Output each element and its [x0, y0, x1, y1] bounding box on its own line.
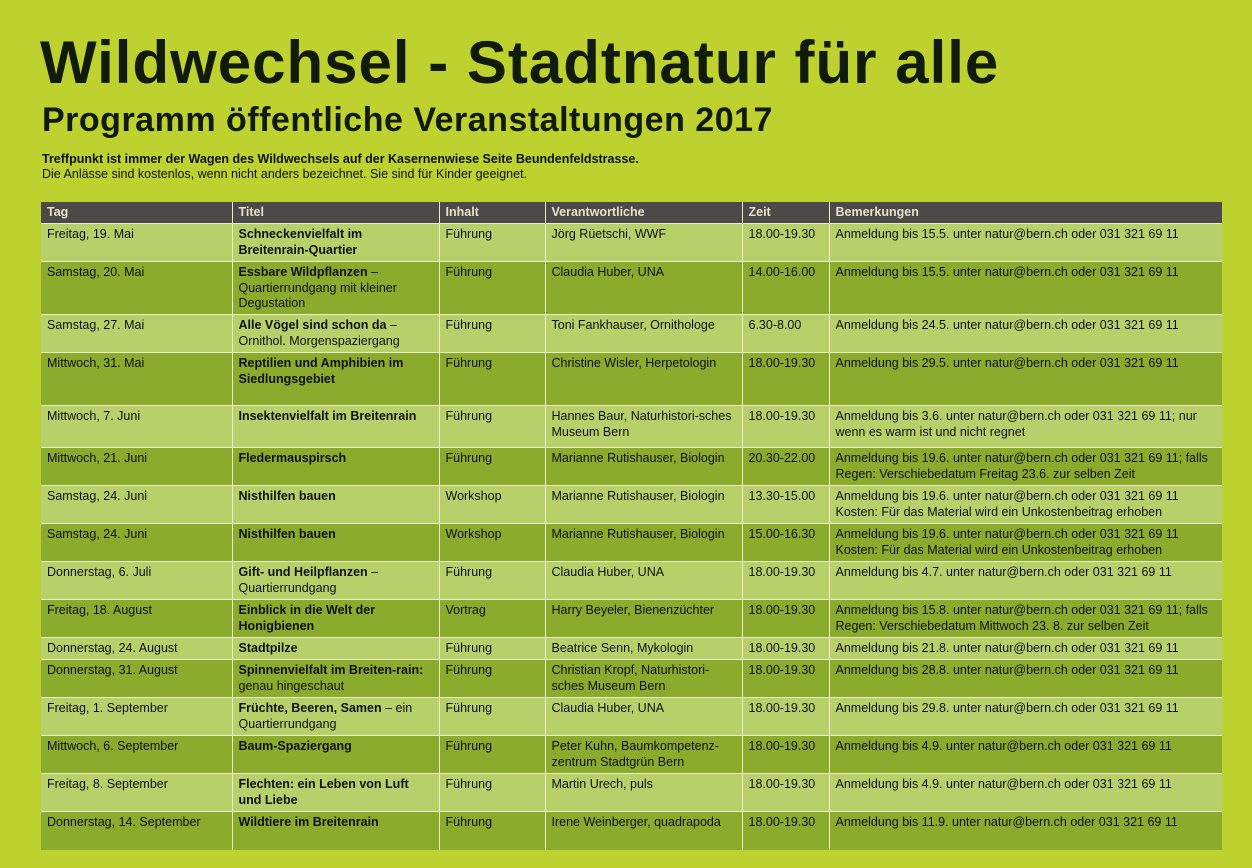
cell-bemerkungen: Anmeldung bis 15.8. unter natur@bern.ch oder 031 321 69 11; falls Regen: Verschiebedatum Mittwoch 23. 8. zur selben Zeit [829, 600, 1222, 638]
cell-verantwortliche: Marianne Rutishauser, Biologin [545, 486, 742, 524]
event-title: Reptilien und Amphibien im Siedlungsgebiet [238, 356, 404, 386]
cell-bemerkungen: Anmeldung bis 24.5. unter natur@bern.ch oder 031 321 69 11 [829, 315, 1222, 353]
cell-verantwortliche: Beatrice Senn, Mykologin [545, 638, 742, 660]
event-title: Gift- und Heilpflanzen [238, 565, 368, 579]
cell-verantwortliche: Claudia Huber, UNA [545, 262, 742, 315]
cell-tag: Samstag, 24. Juni [41, 524, 232, 562]
cell-titel [232, 638, 439, 660]
cell-verantwortliche: Claudia Huber, UNA [545, 562, 742, 600]
cell-titel [232, 406, 439, 448]
cell-tag: Samstag, 27. Mai [41, 315, 232, 353]
cell-inhalt: Führung [439, 406, 545, 448]
table-row [41, 353, 1222, 406]
cell-inhalt: Führung [439, 448, 545, 486]
cell-inhalt: Führung [439, 774, 545, 812]
column-header-verantwortliche: Verantwortliche [545, 202, 742, 224]
cell-titel [232, 524, 439, 562]
cell-inhalt: Workshop [439, 524, 545, 562]
cell-bemerkungen: Anmeldung bis 29.5. unter natur@bern.ch oder 031 321 69 11 [829, 353, 1222, 406]
table-row [41, 448, 1222, 486]
cell-bemerkungen: Anmeldung bis 21.8. unter natur@bern.ch oder 031 321 69 11 [829, 638, 1222, 660]
cell-titel [232, 353, 439, 406]
event-title: Nisthilfen bauen [238, 527, 336, 541]
event-title: Wildtiere im Breitenrain [238, 815, 379, 829]
cell-zeit: 18.00-19.30 [742, 736, 829, 774]
table-row [41, 406, 1222, 448]
table-row [41, 638, 1222, 660]
cell-tag: Donnerstag, 24. August [41, 638, 232, 660]
cell-titel [232, 660, 439, 698]
event-title: Flechten: ein Leben von Luft und Liebe [238, 777, 409, 807]
column-header-bemerkungen: Bemerkungen [829, 202, 1222, 224]
column-header-tag: Tag [41, 202, 232, 224]
cell-verantwortliche: Claudia Huber, UNA [545, 698, 742, 736]
cell-zeit: 13.30-15.00 [742, 486, 829, 524]
cell-tag: Mittwoch, 31. Mai [41, 353, 232, 406]
event-title: Einblick in die Welt der Honigbienen [238, 603, 376, 633]
cell-inhalt: Führung [439, 812, 545, 850]
cell-bemerkungen: Anmeldung bis 11.9. unter natur@bern.ch oder 031 321 69 11 [829, 812, 1222, 850]
cell-tag: Samstag, 24. Juni [41, 486, 232, 524]
cell-zeit: 18.00-19.30 [742, 353, 829, 406]
cell-tag: Freitag, 18. August [41, 600, 232, 638]
cell-bemerkungen: Anmeldung bis 19.6. unter natur@bern.ch oder 031 321 69 11 Kosten: Für das Material wird ein Unkostenbeitrag erhoben [829, 524, 1222, 562]
event-subtitle: – Ornithol. Morgenspaziergang [238, 318, 400, 348]
event-subtitle: – Quartierrundgang mit kleiner Degustation [238, 265, 397, 310]
cell-inhalt: Führung [439, 262, 545, 315]
cell-zeit: 18.00-19.30 [742, 660, 829, 698]
cell-verantwortliche: Peter Kuhn, Baumkompetenz-zentrum Stadtgrün Bern [545, 736, 742, 774]
cell-verantwortliche: Jörg Rüetschi, WWF [545, 224, 742, 262]
cell-titel [232, 736, 439, 774]
cell-verantwortliche: Martin Urech, puls [545, 774, 742, 812]
cell-bemerkungen: Anmeldung bis 4.7. unter natur@bern.ch oder 031 321 69 11 [829, 562, 1222, 600]
table-row [41, 262, 1222, 315]
table-header-row [41, 202, 1222, 224]
cell-bemerkungen: Anmeldung bis 4.9. unter natur@bern.ch oder 031 321 69 11 [829, 736, 1222, 774]
cell-tag: Donnerstag, 14. September [41, 812, 232, 850]
cell-tag: Donnerstag, 31. August [41, 660, 232, 698]
event-subtitle: genau hingeschaut [238, 678, 345, 693]
cell-zeit: 18.00-19.30 [742, 600, 829, 638]
cell-verantwortliche: Marianne Rutishauser, Biologin [545, 524, 742, 562]
table-row [41, 736, 1222, 774]
event-title: Baum-Spaziergang [238, 739, 352, 753]
cell-bemerkungen: Anmeldung bis 3.6. unter natur@bern.ch oder 031 321 69 11; nur wenn es warm ist und nicht regnet [829, 406, 1222, 448]
column-header-zeit: Zeit [742, 202, 829, 224]
cell-verantwortliche: Irene Weinberger, quadrapoda [545, 812, 742, 850]
event-title: Stadtpilze [238, 641, 298, 655]
cell-titel [232, 698, 439, 736]
cell-verantwortliche: Hannes Baur, Naturhistori-sches Museum Bern [545, 406, 742, 448]
table-row [41, 660, 1222, 698]
cell-bemerkungen: Anmeldung bis 29.8. unter natur@bern.ch oder 031 321 69 11 [829, 698, 1222, 736]
cell-titel [232, 315, 439, 353]
cell-zeit: 18.00-19.30 [742, 774, 829, 812]
page-subtitle: Programm öffentliche Veranstaltungen 2017 [42, 101, 773, 139]
cell-inhalt: Führung [439, 224, 545, 262]
cell-inhalt: Führung [439, 562, 545, 600]
cell-verantwortliche: Christian Kropf, Naturhistori-sches Museum Bern [545, 660, 742, 698]
cell-tag: Freitag, 1. September [41, 698, 232, 736]
cell-titel [232, 812, 439, 850]
cell-verantwortliche: Christine Wisler, Herpetologin [545, 353, 742, 406]
cell-zeit: 18.00-19.30 [742, 638, 829, 660]
table-row [41, 486, 1222, 524]
event-title: Früchte, Beeren, Samen [238, 701, 382, 715]
cell-titel [232, 262, 439, 315]
cell-inhalt: Führung [439, 736, 545, 774]
cell-tag: Freitag, 8. September [41, 774, 232, 812]
event-title: Alle Vögel sind schon da [238, 318, 387, 332]
program-table [41, 202, 1222, 850]
cost-note: Die Anlässe sind kostenlos, wenn nicht anders bezeichnet. Sie sind für Kinder geeignet. [42, 167, 528, 181]
event-subtitle: – Quartierrundgang [238, 565, 379, 595]
cell-tag: Mittwoch, 21. Juni [41, 448, 232, 486]
table-row [41, 698, 1222, 736]
event-title: Nisthilfen bauen [238, 489, 336, 503]
table-row [41, 812, 1222, 850]
cell-inhalt: Führung [439, 315, 545, 353]
cell-titel [232, 448, 439, 486]
cell-inhalt: Führung [439, 660, 545, 698]
event-subtitle: – ein Quartierrundgang [238, 701, 413, 731]
table-row [41, 315, 1222, 353]
event-title: Insektenvielfalt im Breitenrain [238, 409, 417, 423]
table-row [41, 562, 1222, 600]
cell-bemerkungen: Anmeldung bis 28.8. unter natur@bern.ch oder 031 321 69 11 [829, 660, 1222, 698]
cell-inhalt: Führung [439, 353, 545, 406]
cell-titel [232, 600, 439, 638]
event-title: Essbare Wildpflanzen [238, 265, 368, 279]
cell-zeit: 20.30-22.00 [742, 448, 829, 486]
cell-bemerkungen: Anmeldung bis 19.6. unter natur@bern.ch oder 031 321 69 11 Kosten: Für das Material wird ein Unkostenbeitrag erhoben [829, 486, 1222, 524]
cell-bemerkungen: Anmeldung bis 15.5. unter natur@bern.ch oder 031 321 69 11 [829, 262, 1222, 315]
cell-zeit: 14.00-16.00 [742, 262, 829, 315]
cell-inhalt: Führung [439, 698, 545, 736]
cell-zeit: 18.00-19.30 [742, 698, 829, 736]
cell-zeit: 18.00-19.30 [742, 812, 829, 850]
cell-zeit: 18.00-19.30 [742, 224, 829, 262]
cell-verantwortliche: Harry Beyeler, Bienenzüchter [545, 600, 742, 638]
cell-tag: Mittwoch, 7. Juni [41, 406, 232, 448]
meeting-point-note: Treffpunkt ist immer der Wagen des Wildwechsels auf der Kasernenwiese Seite Beundenfeldstrasse. [42, 152, 639, 166]
column-header-inhalt: Inhalt [439, 202, 545, 224]
cell-inhalt: Workshop [439, 486, 545, 524]
cell-titel [232, 774, 439, 812]
cell-tag: Freitag, 19. Mai [41, 224, 232, 262]
cell-bemerkungen: Anmeldung bis 19.6. unter natur@bern.ch oder 031 321 69 11; falls Regen: Verschiebedatum Freitag 23.6. zur selben Zeit [829, 448, 1222, 486]
cell-verantwortliche: Marianne Rutishauser, Biologin [545, 448, 742, 486]
cell-titel [232, 562, 439, 600]
table-row [41, 600, 1222, 638]
event-title: Spinnenvielfalt im Breiten-rain: [238, 663, 424, 677]
cell-zeit: 15.00-16.30 [742, 524, 829, 562]
event-title: Fledermauspirsch [238, 451, 347, 465]
table-row [41, 224, 1222, 262]
cell-inhalt: Führung [439, 638, 545, 660]
cell-tag: Samstag, 20. Mai [41, 262, 232, 315]
cell-inhalt: Vortrag [439, 600, 545, 638]
cell-zeit: 18.00-19.30 [742, 406, 829, 448]
cell-bemerkungen: Anmeldung bis 15.5. unter natur@bern.ch oder 031 321 69 11 [829, 224, 1222, 262]
cell-zeit: 6.30-8.00 [742, 315, 829, 353]
table-row [41, 524, 1222, 562]
event-title: Schneckenvielfalt im Breitenrain-Quartier [238, 227, 363, 257]
cell-titel [232, 486, 439, 524]
column-header-titel: Titel [232, 202, 439, 224]
cell-zeit: 18.00-19.30 [742, 562, 829, 600]
page-title: Wildwechsel - Stadtnatur für alle [40, 29, 1000, 96]
table-row [41, 774, 1222, 812]
cell-tag: Mittwoch, 6. September [41, 736, 232, 774]
cell-bemerkungen: Anmeldung bis 4.9. unter natur@bern.ch oder 031 321 69 11 [829, 774, 1222, 812]
cell-tag: Donnerstag, 6. Juli [41, 562, 232, 600]
cell-titel [232, 224, 439, 262]
cell-verantwortliche: Toni Fankhauser, Ornithologe [545, 315, 742, 353]
